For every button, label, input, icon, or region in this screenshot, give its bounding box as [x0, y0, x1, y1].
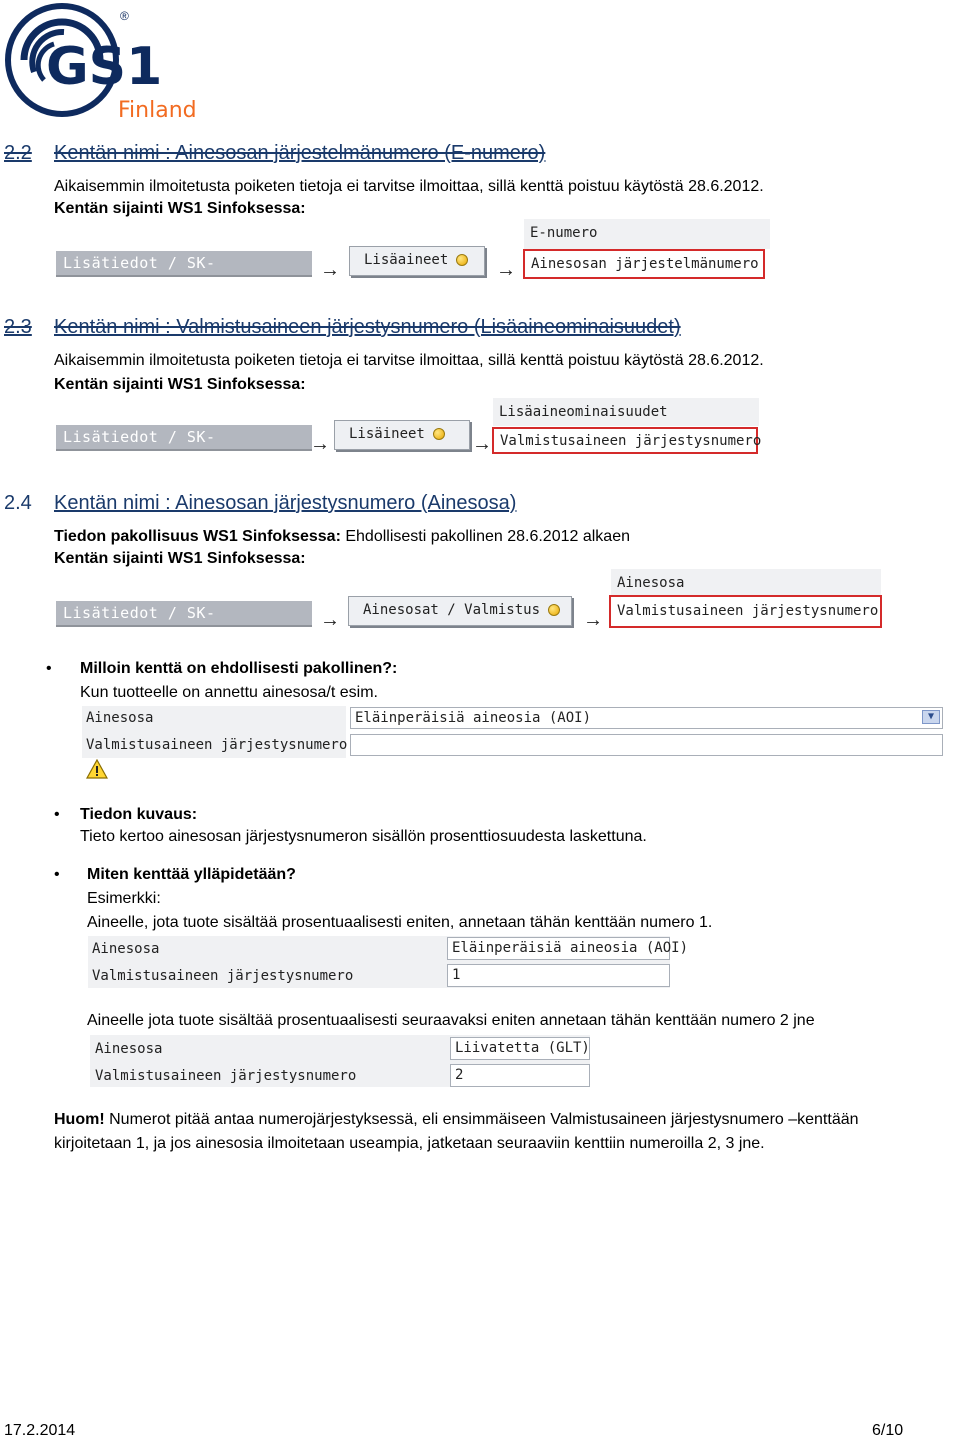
- example-1-label-valmistusaineen: Valmistusaineen järjestysnumero: [92, 968, 354, 984]
- section-2-2-desc: Aikaisemmin ilmoitetusta poiketen tietoja ei tarvitse ilmoittaa, sillä kenttä poistuu käytöstä 28.6.2012.: [54, 178, 764, 195]
- footer-page-number: 6/10: [872, 1422, 904, 1439]
- bullet-1-heading: Milloin kenttä on ehdollisesti pakollinen?:: [80, 660, 398, 677]
- tab-lisatiedot[interactable]: Lisätiedot / SK-tuotetiedot: [56, 425, 312, 451]
- example-2-ainesosa-value[interactable]: Liivatetta (GLT): [450, 1037, 590, 1060]
- status-dot-icon: [456, 254, 468, 266]
- status-dot-icon: [433, 428, 445, 440]
- section-2-2-location-label: Kentän sijainti WS1 Sinfoksessa:: [54, 200, 306, 217]
- bullet-3-heading: Miten kenttää ylläpidetään?: [87, 866, 296, 883]
- field-label-lisaaineominaisuudet: Lisäaineominaisuudet: [493, 398, 759, 426]
- form-label-ainesosa: Ainesosa: [86, 710, 154, 726]
- section-2-4-location-label: Kentän sijainti WS1 Sinfoksessa:: [54, 550, 306, 567]
- bullet-icon: •: [54, 866, 60, 883]
- arrow-right-icon: →: [472, 433, 492, 455]
- note-text-1: Numerot pitää antaa numerojärjestyksessä, eli ensimmäiseen Valmistusaineen järjestysnumero –kenttään: [109, 1111, 859, 1128]
- bullet-3-text-2: Aineelle jota tuote sisältää prosentuaalisesti seuraavaksi eniten annetaan tähän kenttään numero 2 jne: [87, 1012, 815, 1029]
- section-title-text: Kentän nimi : Ainesosan järjestysnumero (Ainesosa): [54, 492, 517, 514]
- bullet-1-text: Kun tuotteelle on annettu ainesosa/t esim.: [80, 684, 378, 701]
- example-2-number-value[interactable]: 2: [450, 1064, 590, 1087]
- example-2-label-valmistusaineen: Valmistusaineen järjestysnumero: [95, 1068, 357, 1084]
- example-2-label-ainesosa: Ainesosa: [95, 1041, 163, 1057]
- section-number: 2.4: [4, 492, 32, 514]
- section-number: 2.3: [4, 316, 32, 338]
- bullet-icon: •: [54, 806, 60, 823]
- requirement-label: Tiedon pakollisuus WS1 Sinfoksessa:: [54, 528, 341, 545]
- arrow-right-icon: →: [496, 259, 516, 281]
- section-number: 2.2: [4, 142, 32, 164]
- requirement-value: Ehdollisesti pakollinen 28.6.2012 alkaen: [345, 528, 630, 545]
- form-label-valmistusaineen: Valmistusaineen järjestysnumero: [86, 737, 348, 753]
- tab-ainesosat-valmistus[interactable]: [348, 596, 572, 626]
- registered-mark: ®: [120, 9, 129, 23]
- example-1-label-ainesosa: Ainesosa: [92, 941, 160, 957]
- section-title-text: Kentän nimi : Ainesosan järjestelmänumero (E-numero): [54, 142, 546, 164]
- section-2-3-title: [4, 316, 681, 339]
- arrow-right-icon: →: [583, 609, 603, 631]
- arrow-right-icon: →: [310, 433, 330, 455]
- logo-brand-text: GS1: [46, 37, 163, 97]
- note-label: Huom!: [54, 1111, 105, 1128]
- arrow-right-icon: →: [320, 609, 340, 631]
- field-label-e-numero: E-numero: [524, 219, 770, 249]
- tab-label: Lisäaineet: [364, 252, 449, 268]
- field-ainesosan-jarjestelmanumero[interactable]: Ainesosan järjestelmänumero: [523, 249, 765, 279]
- footer-date: 17.2.2014: [4, 1422, 76, 1439]
- note-line-1: [54, 1111, 859, 1129]
- status-dot-icon: [548, 604, 560, 616]
- tab-lisaaineet[interactable]: [349, 246, 485, 276]
- field-valmistusaineen-jarjestysnumero[interactable]: Valmistusaineen järjestysnumero: [492, 427, 758, 454]
- gs1-finland-logo: [4, 2, 204, 124]
- section-2-3-desc: Aikaisemmin ilmoitetusta poiketen tietoja ei tarvitse ilmoittaa, sillä kenttä poistuu käytöstä 28.6.2012.: [54, 352, 764, 369]
- select-value: Eläinperäisiä aineosia (AOI): [355, 710, 592, 726]
- bullet-3-example-label: Esimerkki:: [87, 890, 161, 907]
- tab-lisaineet[interactable]: [334, 420, 470, 450]
- bullet-2-text: Tieto kertoo ainesosan järjestysnumeron sisällön prosenttiosuudesta laskettuna.: [80, 828, 647, 845]
- field-valmistusaineen-jarjestysnumero[interactable]: Valmistusaineen järjestysnumero: [609, 595, 882, 628]
- chevron-down-icon[interactable]: ▼: [922, 710, 940, 724]
- section-2-2-title: [4, 142, 545, 165]
- section-2-3-location-label: Kentän sijainti WS1 Sinfoksessa:: [54, 376, 306, 393]
- arrow-right-icon: →: [320, 259, 340, 281]
- field-label-ainesosa: Ainesosa: [611, 569, 881, 597]
- ainesosa-select[interactable]: [350, 707, 943, 729]
- example-1-number-value[interactable]: 1: [447, 964, 670, 987]
- note-text-2: kirjoitetaan 1, ja jos ainesosia ilmoitetaan useampia, jatketaan seuraaviin kenttiin numeroilla 2, 3 jne.: [54, 1135, 765, 1152]
- bullet-icon: •: [46, 660, 52, 677]
- section-2-4-requirement: [54, 528, 630, 546]
- example-1-ainesosa-value[interactable]: Eläinperäisiä aineosia (AOI): [447, 937, 670, 960]
- bullet-2-heading: Tiedon kuvaus:: [80, 806, 198, 823]
- tab-lisatiedot[interactable]: Lisätiedot / SK-tuotetiedot: [56, 601, 312, 627]
- logo-country-text: Finland: [118, 98, 197, 123]
- bullet-3-text-1: Aineelle, jota tuote sisältää prosentuaalisesti eniten, annetaan tähän kenttään numero 1.: [87, 914, 713, 931]
- tab-label: Lisäineet: [349, 426, 425, 442]
- warning-icon: [86, 759, 108, 779]
- tab-label: Ainesosat / Valmistus: [363, 602, 541, 618]
- section-title-text: Kentän nimi : Valmistusaineen järjestysnumero (Lisäaineominaisuudet): [54, 316, 681, 338]
- valmistusaineen-jarjestysnumero-input[interactable]: [350, 734, 943, 756]
- section-2-4-title: [4, 492, 516, 515]
- tab-lisatiedot[interactable]: Lisätiedot / SK-tuotetiedot: [56, 251, 312, 277]
